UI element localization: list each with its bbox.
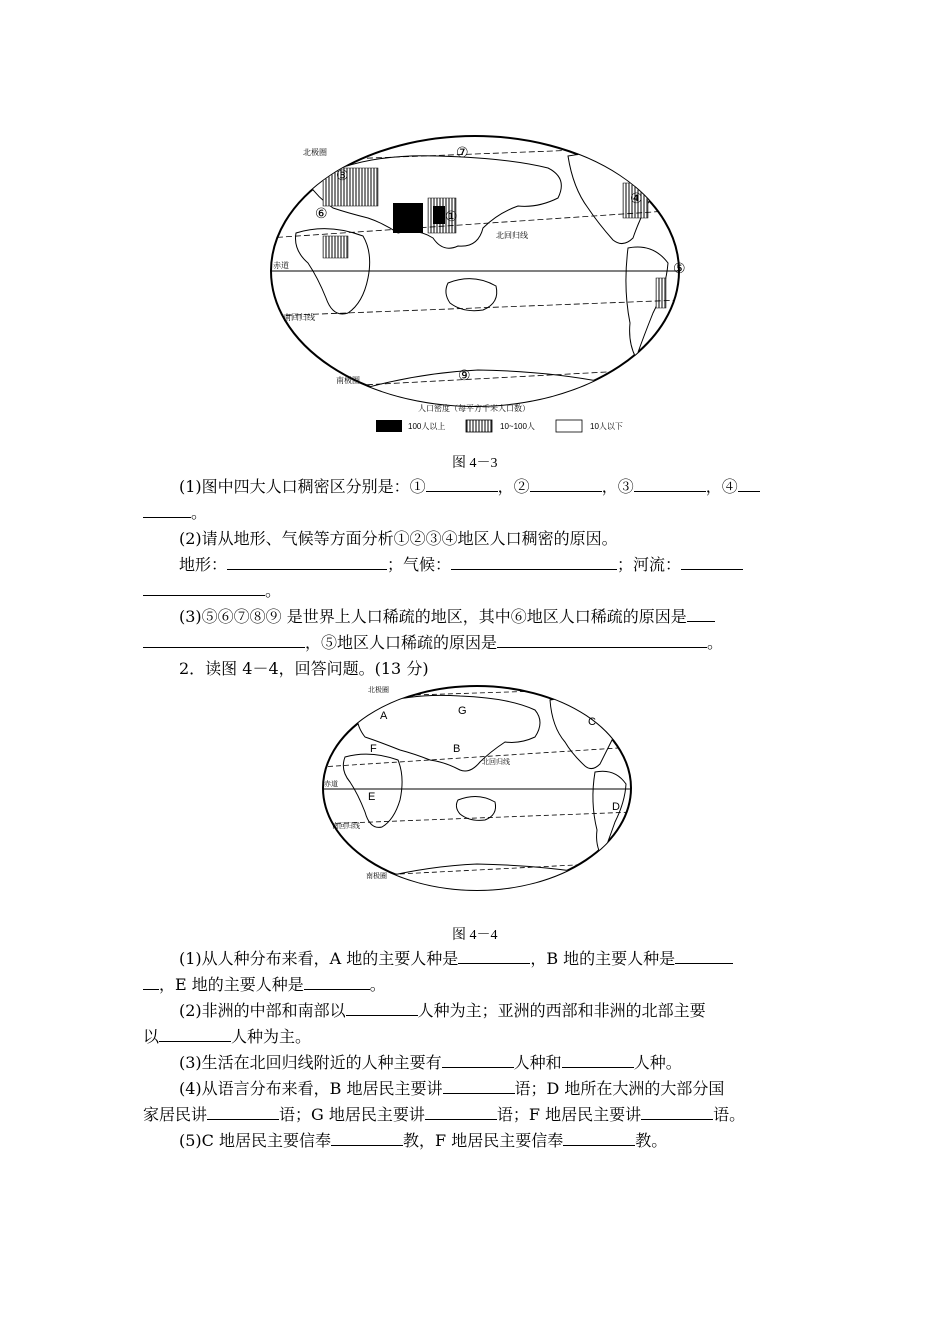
blank-6b[interactable] — [143, 631, 305, 648]
blank-4a[interactable] — [738, 475, 760, 492]
blank-1[interactable] — [426, 475, 498, 492]
legend-swatch-dense — [376, 420, 402, 432]
blank-river-a[interactable] — [681, 553, 743, 570]
marker-5: ⑤ — [673, 261, 686, 277]
map2-point-g: G — [458, 705, 467, 717]
label-tropic-s: 南回归线 — [283, 313, 315, 322]
density-hatched-africa — [323, 236, 348, 258]
q1-p1b-text: ，② — [497, 477, 530, 496]
blank-3[interactable] — [634, 475, 706, 492]
q1-part1-line1 — [143, 474, 844, 500]
figure-caption-4-4: 图 4－4 — [452, 928, 498, 943]
blank-b-language[interactable] — [443, 1077, 515, 1094]
q1-p3-text: (3)⑤⑥⑦⑧⑨ 是世界上人口稀疏的地区，其中⑥地区人口稀疏的原因是 — [179, 607, 687, 626]
q1-part3-line1 — [143, 604, 844, 630]
blank-d-language[interactable] — [207, 1103, 279, 1120]
blank-climate[interactable] — [451, 553, 617, 570]
q2-s5c: 教。 — [635, 1131, 668, 1150]
marker-6: ⑥ — [315, 206, 328, 222]
blank-f-religion[interactable] — [563, 1129, 635, 1146]
q2-s4d: 语；G 地居民主要讲 — [279, 1105, 425, 1124]
density-dense-east-asia-core — [433, 206, 445, 224]
q2-s2-line1 — [143, 998, 844, 1024]
q1-p3c-text: 。 — [707, 633, 724, 652]
legend-item-3: 10人以下 — [590, 422, 623, 431]
blank-e-race[interactable] — [304, 973, 370, 990]
q1-part2-line1 — [143, 526, 844, 552]
q2-s4e: 语；F 地居民主要讲 — [496, 1105, 642, 1124]
q1-p1-text: (1)图中四大人口稠密区分别是：① — [179, 477, 426, 496]
q2-s2d: 人种为主。 — [231, 1027, 312, 1046]
q2-s2c: 以 — [143, 1027, 160, 1046]
q2-s1-line1 — [143, 946, 844, 972]
blank-a-race[interactable] — [458, 947, 530, 964]
label-arctic: 北极圈 — [303, 148, 327, 157]
q2-title — [143, 656, 844, 682]
map2-label-antarctic: 南极圈 — [366, 873, 387, 880]
q2-s1-line2 — [143, 972, 808, 998]
label-equator: 赤道 — [273, 261, 289, 270]
density-hatched-sa — [656, 278, 666, 308]
q2-s4-line1 — [143, 1076, 844, 1102]
q1-p3b-text: ，⑤地区人口稀疏的原因是 — [305, 633, 498, 652]
q2-s3-line — [143, 1050, 844, 1076]
blank-tropic-race-2[interactable] — [562, 1051, 634, 1068]
population-density-map — [268, 128, 686, 438]
map2-label-arctic: 北极圈 — [368, 687, 389, 694]
marker-8: ⑧ — [405, 204, 418, 220]
q2-s4-line2 — [143, 1102, 808, 1128]
blank-river-b[interactable] — [143, 579, 265, 596]
blank-westasia-race[interactable] — [159, 1025, 231, 1042]
q1-p1d-text: ，④ — [705, 477, 738, 496]
legend-item-1: 100人以上 — [408, 422, 446, 431]
q2-s5-line — [143, 1128, 844, 1154]
blank-2[interactable] — [530, 475, 602, 492]
blank-6a[interactable] — [687, 605, 715, 622]
map2-point-c: C — [588, 716, 596, 728]
marker-3: ③ — [336, 168, 349, 184]
marker-2: ② — [396, 219, 409, 235]
map2-point-b: B — [453, 743, 461, 755]
q1-part1-line2 — [143, 500, 808, 526]
map2-label-equator: 赤道 — [324, 781, 338, 788]
q2-title-text: 2．读图 4－4，回答问题。(13 分) — [179, 659, 429, 678]
q2-s3b: 人种和 — [513, 1053, 562, 1072]
australia-shape — [446, 279, 497, 311]
q2-s1a: (1)从人种分布来看，A 地的主要人种是 — [179, 949, 459, 968]
label-tropic-n: 北回归线 — [496, 231, 528, 240]
q2-s2b: 人种为主；亚洲的西部和非洲的北部主要 — [417, 1001, 706, 1020]
map2-point-d: D — [612, 801, 620, 813]
density-hatched-europe — [323, 168, 378, 206]
q1-p1e-text: 。 — [191, 503, 208, 522]
q2-s4b: 语；D 地所在大洲的大部分国 — [514, 1079, 725, 1098]
q2-s1d: 。 — [369, 975, 386, 994]
legend-item-2: 10~100人 — [500, 422, 535, 431]
legend-title: 人口密度（每平方千米人口数） — [418, 404, 530, 413]
map2-label-tropic-s: 南回归线 — [332, 823, 360, 830]
marker-7: ⑦ — [456, 145, 469, 161]
blank-g-language[interactable] — [425, 1103, 497, 1120]
figure-caption-4-3: 图 4－3 — [452, 456, 498, 471]
q2-s4a: (4)从语言分布来看，B 地居民主要讲 — [179, 1079, 443, 1098]
blank-b-race-a[interactable] — [675, 947, 733, 964]
blank-africa-race[interactable] — [346, 999, 418, 1016]
q1-part3-line2 — [143, 630, 808, 656]
marker-9: ⑨ — [458, 368, 471, 384]
q1-p2-terrain: 地形： — [179, 555, 228, 574]
marker-4: ④ — [630, 191, 643, 207]
map2-label-tropic-n: 北回归线 — [482, 759, 510, 766]
q2-s4f: 语。 — [713, 1105, 746, 1124]
q2-s3c: 人种。 — [633, 1053, 682, 1072]
map2-point-e: E — [368, 791, 376, 803]
map2-point-f: F — [370, 743, 377, 755]
blank-tropic-race-1[interactable] — [442, 1051, 514, 1068]
q2-s4c: 家居民讲 — [143, 1105, 208, 1124]
blank-f-language[interactable] — [641, 1103, 713, 1120]
marker-1: ① — [445, 209, 458, 225]
legend-swatch-medium — [466, 420, 492, 432]
q1-p2-end: 。 — [265, 581, 282, 600]
label-antarctic: 南极圈 — [336, 376, 360, 385]
blank-b-race-b[interactable] — [143, 973, 159, 990]
q2-s1c: ，E 地的主要人种是 — [159, 975, 304, 994]
q1-p2-climate: ；气候： — [387, 555, 452, 574]
blank-4b[interactable] — [143, 501, 191, 518]
q2-s5b: 教，F 地居民主要信奉 — [403, 1131, 564, 1150]
q1-p2-text: (2)请从地形、气候等方面分析①②③④地区人口稠密的原因。 — [179, 529, 618, 548]
legend-swatch-sparse — [556, 420, 582, 432]
blank-5[interactable] — [497, 631, 707, 648]
q1-part2-line2 — [143, 552, 844, 578]
q2-s1b: ，B 地的主要人种是 — [530, 949, 676, 968]
q1-part2-line3 — [143, 578, 808, 604]
q2-s2-line2 — [143, 1024, 808, 1050]
map2-point-a: A — [380, 710, 388, 722]
q2-s3a: (3)生活在北回归线附近的人种主要有 — [179, 1053, 442, 1072]
q2-s2a: (2)非洲的中部和南部以 — [179, 1001, 346, 1020]
world-races-map — [320, 682, 634, 894]
q1-p2-river: ；河流： — [617, 555, 682, 574]
blank-c-religion[interactable] — [331, 1129, 403, 1146]
blank-terrain[interactable] — [227, 553, 387, 570]
q2-s5a: (5)C 地居民主要信奉 — [179, 1131, 331, 1150]
q1-p1c-text: ，③ — [601, 477, 634, 496]
